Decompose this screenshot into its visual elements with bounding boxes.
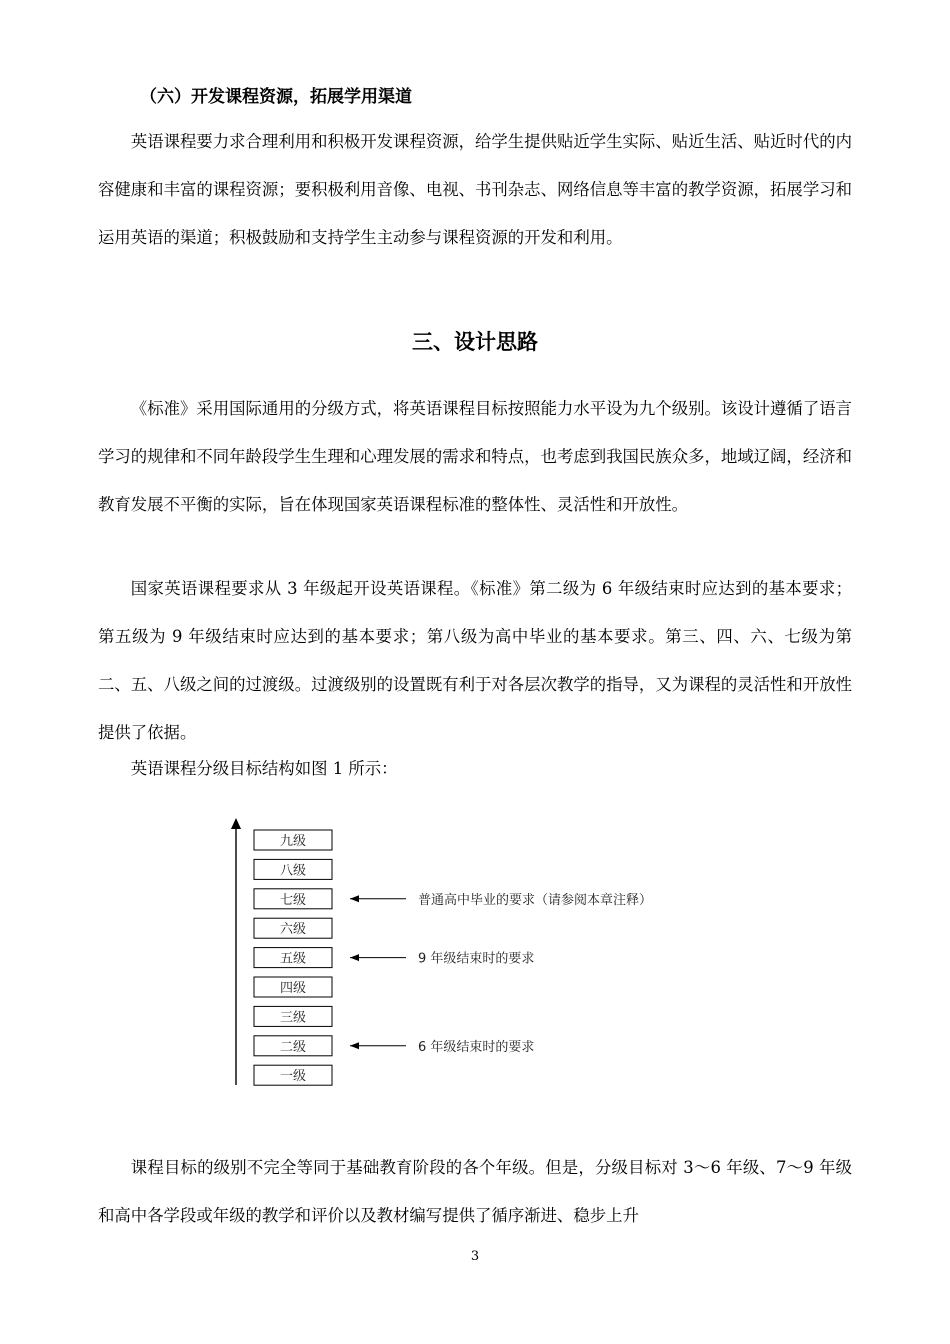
section-title: 三、设计思路 bbox=[412, 330, 538, 354]
level-label: 四级 bbox=[279, 981, 307, 996]
level-label: 五级 bbox=[279, 951, 307, 967]
page-number: 3 bbox=[470, 1249, 480, 1264]
level-label: 七级 bbox=[279, 892, 307, 908]
level-structure-diagram bbox=[222, 813, 782, 1098]
level-label: 八级 bbox=[279, 863, 307, 879]
axis-arrow-head bbox=[231, 818, 241, 829]
annotation-arrow-head bbox=[350, 954, 359, 961]
paragraph-grade-requirements: 国家英语课程要求从 3 年级起开设英语课程。《标准》第二级为 6 年级结束时应达到的基本要求；第五级为 9 年级结束时应达到的基本要求；第八级为高中毕业的基本要求。第三、四、六、七级为第二、五、八级之间的过渡级。过渡级别的设置既有利于对各层次教学的指导，又为课程的灵活性和开放性提供了依据。 bbox=[98, 579, 852, 742]
level-structure-figure bbox=[222, 813, 782, 1098]
paragraph-course-resources: 英语课程要力求合理利用和积极开发课程资源，给学生提供贴近学生实际、贴近生活、贴近时代的内容健康和丰富的课程资源；要积极利用音像、电视、书刊杂志、网络信息等丰富的教学资源，拓展学习和运用英语的渠道；积极鼓励和支持学生主动参与课程资源的开发和利用。 bbox=[98, 132, 852, 247]
level-label: 六级 bbox=[279, 922, 307, 938]
annotation-text: 6 年级结束时的要求 bbox=[418, 1039, 535, 1055]
subsection-heading: （六）开发课程资源，拓展学用渠道 bbox=[140, 87, 412, 107]
annotation-arrow-head bbox=[350, 895, 359, 902]
paragraph-level-vs-grade: 课程目标的级别不完全等同于基础教育阶段的各个年级。但是，分级目标对 3～6 年级、7～9 年级和高中各学段或年级的教学和评价以及教材编写提供了循序渐进、稳步上升 bbox=[98, 1158, 852, 1225]
annotation-text: 普通高中毕业的要求（请参阅本章注释） bbox=[418, 892, 653, 908]
figure-intro: 英语课程分级目标结构如图 1 所示： bbox=[130, 759, 398, 778]
level-label: 九级 bbox=[279, 834, 307, 849]
paragraph-design-rationale: 《标准》采用国际通用的分级方式，将英语课程目标按照能力水平设为九个级别。该设计遵循了语言学习的规律和不同年龄段学生生理和心理发展的需求和特点，也考虑到我国民族众多，地域辽阔，经济和教育发展不平衡的实际，旨在体现国家英语课程标准的整体性、灵活性和开放性。 bbox=[98, 399, 852, 514]
annotation-text: 9 年级结束时的要求 bbox=[418, 951, 535, 967]
level-label: 二级 bbox=[279, 1039, 307, 1055]
annotation-arrow-head bbox=[350, 1042, 359, 1049]
level-label: 三级 bbox=[279, 1010, 307, 1026]
level-label: 一级 bbox=[279, 1069, 307, 1085]
